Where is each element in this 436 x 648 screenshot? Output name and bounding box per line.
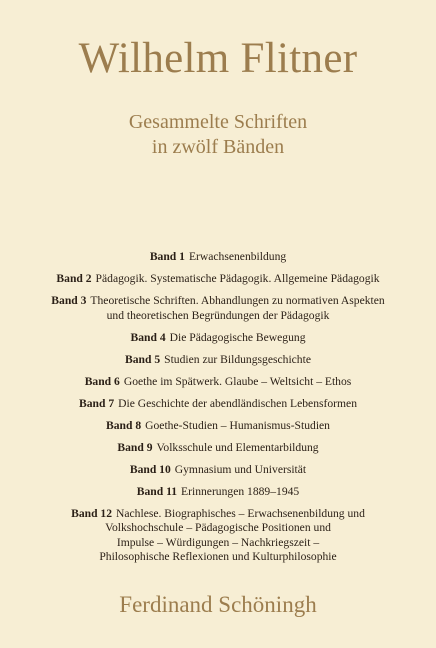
volume-line (10, 521, 426, 536)
volume-item (10, 419, 426, 434)
volume-number: Band 3 (51, 294, 87, 307)
volume-title: Volksschule und Elementarbildung (156, 440, 319, 454)
volume-line (10, 294, 426, 309)
volume-item (10, 441, 426, 456)
volume-number: Band 2 (56, 272, 92, 285)
volume-title: Theoretische Schriften. Abhandlungen zu normativen Aspekten (90, 294, 385, 307)
volume-line (10, 463, 426, 478)
volume-number: Band 7 (79, 396, 115, 410)
volume-title: Goethe im Spätwerk. Glaube – Weltsicht – Ethos (123, 374, 352, 388)
volume-title: Erwachsenenbildung (188, 250, 287, 263)
volume-number: Band 9 (117, 440, 153, 454)
volume-item (10, 485, 426, 500)
volume-number: Band 11 (136, 484, 178, 498)
volume-line (10, 375, 426, 390)
volume-number: Band 12 (71, 506, 113, 520)
volume-line (10, 419, 426, 434)
volume-title: Volkshochschule – Pädagogische Positionen und (105, 521, 331, 534)
volume-number: Band 10 (129, 462, 171, 476)
volume-title: Nachlese. Biographisches – Erwachsenenbildung und (116, 506, 365, 520)
volume-list (10, 250, 426, 572)
volume-line (10, 397, 426, 412)
volume-item (10, 375, 426, 390)
volume-title: Erinnerungen 1889–1945 (181, 484, 300, 498)
volume-title: Philosophische Reflexionen und Kulturphilosophie (99, 550, 337, 563)
volume-title: Studien zur Bildungsgeschichte (164, 352, 311, 366)
volume-title: Pädagogik. Systematische Pädagogik. Allgemeine Pädagogik (95, 272, 380, 285)
volume-item (10, 331, 426, 346)
volume-number: Band 1 (149, 250, 185, 263)
volume-title: Goethe-Studien – Humanismus-Studien (145, 418, 330, 432)
volume-number: Band 8 (106, 418, 142, 432)
publisher-name: Ferdinand Schöningh (119, 592, 317, 617)
volume-line (10, 309, 426, 324)
author-name: Wilhelm Flitner (78, 35, 358, 82)
volume-item (10, 272, 426, 287)
volume-line (10, 331, 426, 346)
volume-line (10, 536, 426, 551)
volume-item (10, 294, 426, 323)
volume-line (10, 550, 426, 565)
volume-title: Die Pädagogische Bewegung (169, 330, 306, 344)
volume-line (10, 272, 426, 287)
volume-title: und theoretischen Begründungen der Pädagogik (106, 308, 330, 322)
volume-title: Die Geschichte der abendländischen Lebensformen (118, 396, 357, 410)
subtitle-line: in zwölf Bänden (151, 136, 285, 158)
volume-line (10, 441, 426, 456)
volume-line (10, 485, 426, 500)
volume-number: Band 6 (84, 374, 120, 388)
volume-item (10, 353, 426, 368)
volume-item (10, 250, 426, 265)
volume-item (10, 397, 426, 412)
volume-title: Impulse – Würdigungen – Nachkriegszeit – (116, 535, 320, 549)
book-subtitle (0, 110, 436, 160)
volume-line (10, 250, 426, 265)
volume-line (10, 507, 426, 522)
subtitle-line: Gesammelte Schriften (128, 111, 308, 133)
volume-item (10, 463, 426, 478)
volume-item (10, 507, 426, 565)
volume-title: Gymnasium und Universität (174, 462, 307, 476)
volume-number: Band 4 (130, 330, 166, 344)
volume-line (10, 353, 426, 368)
volume-number: Band 5 (125, 352, 161, 366)
